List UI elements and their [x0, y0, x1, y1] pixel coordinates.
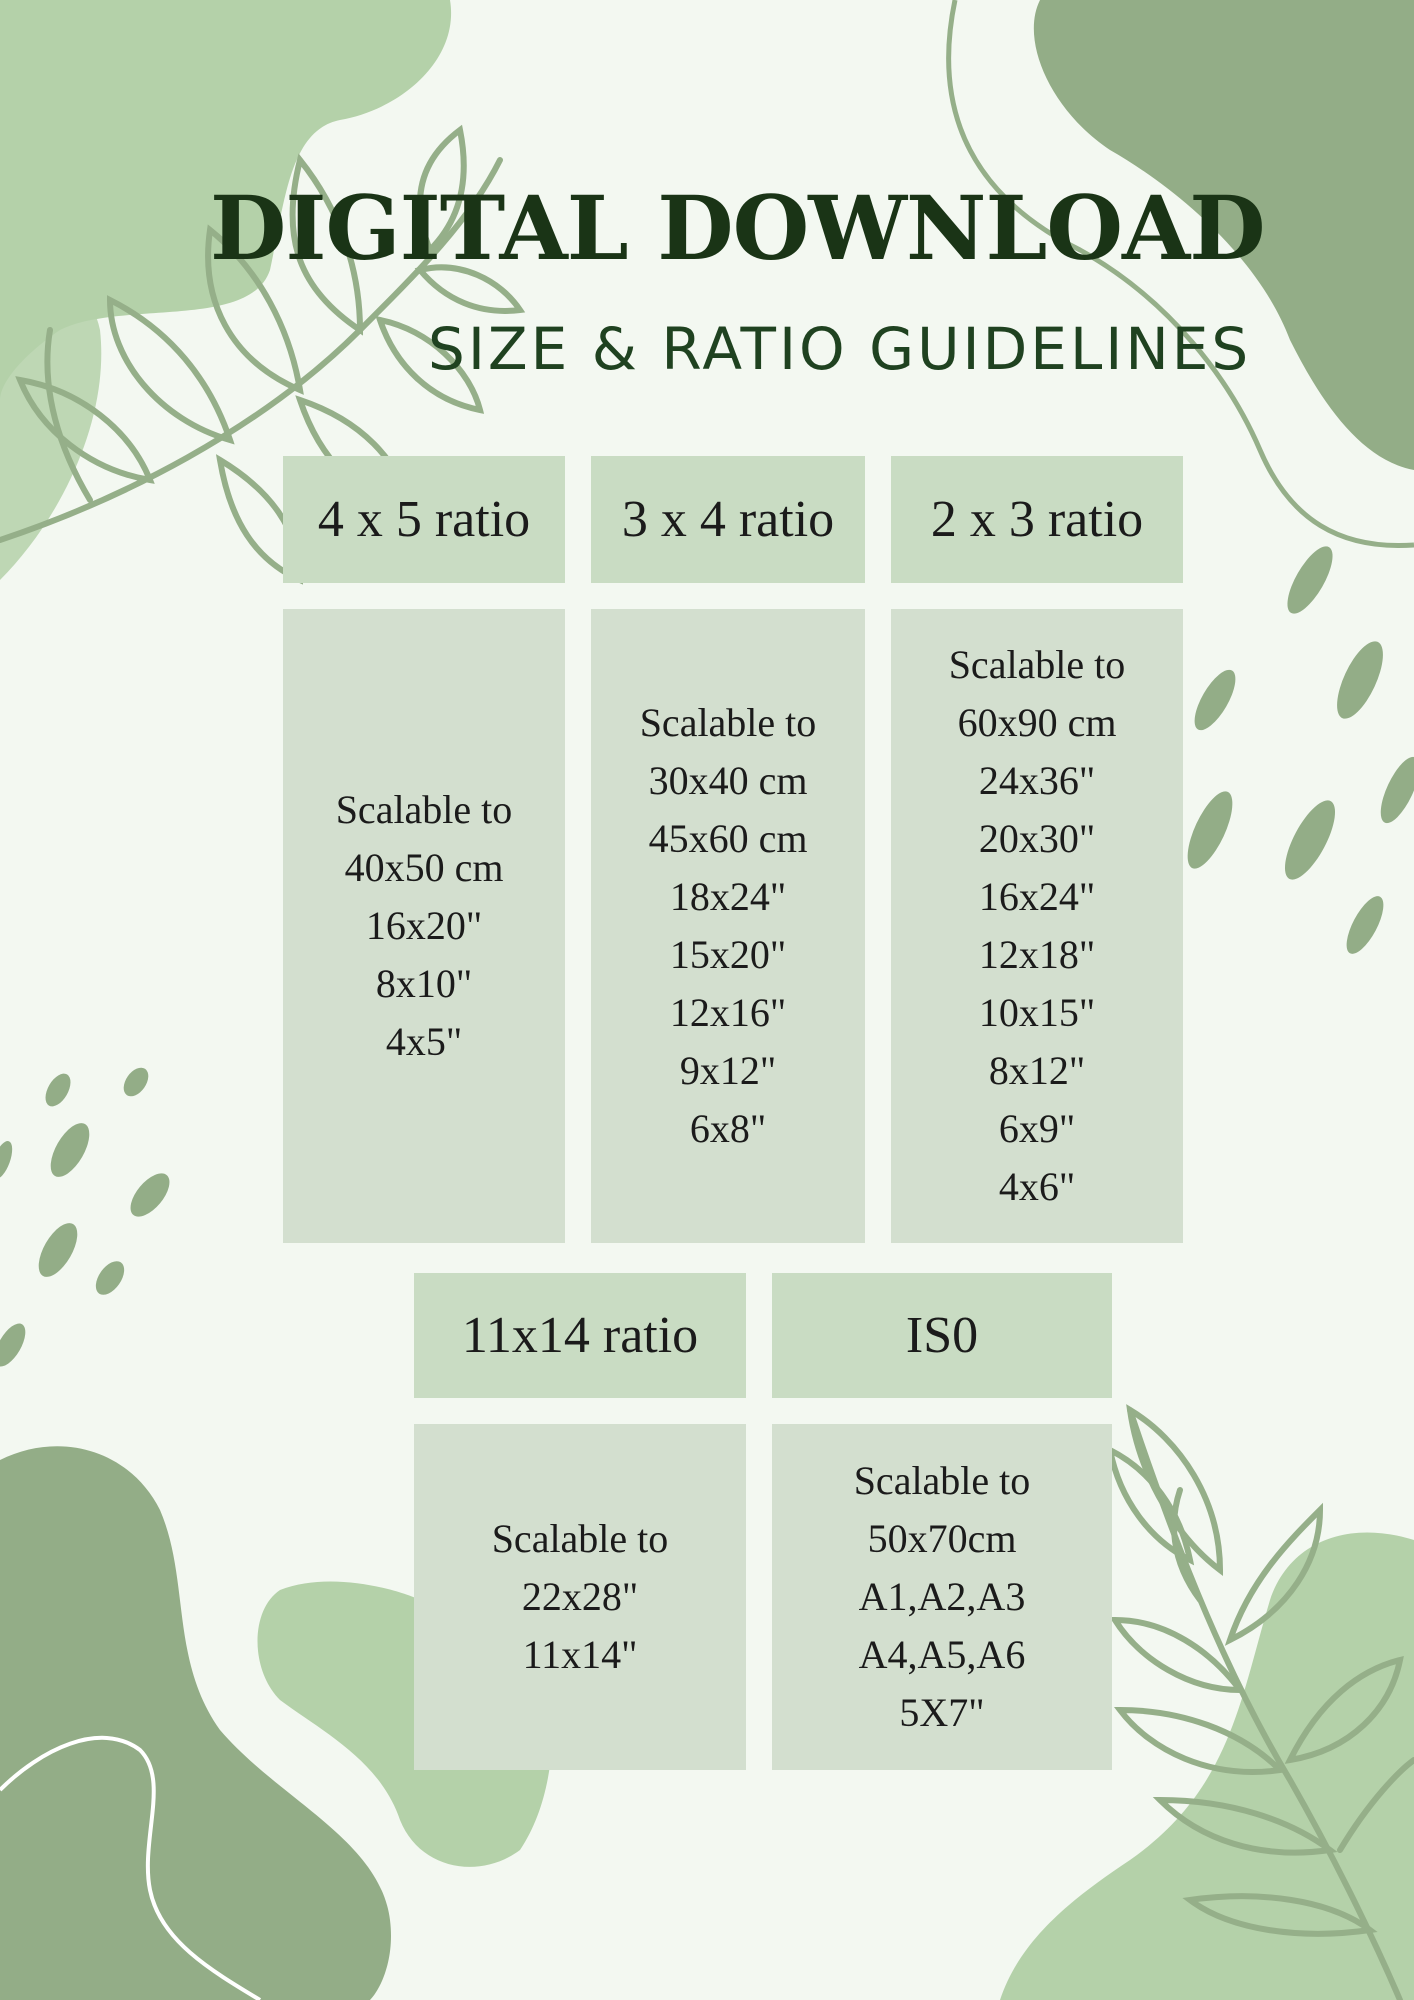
size-line: Scalable to	[853, 1458, 1031, 1503]
ratio-sizes-11x14	[414, 1424, 746, 1770]
size-line: Scalable to	[639, 700, 817, 745]
size-line: 4x5"	[385, 1019, 463, 1064]
size-line: 4x6"	[998, 1164, 1076, 1209]
size-line: 50x70cm	[867, 1516, 1017, 1561]
size-line: Scalable to	[335, 787, 513, 832]
dash-marks-left	[0, 1063, 177, 1371]
size-line: 15x20"	[669, 932, 787, 977]
ratio-header-3x4: 3 x 4 ratio	[591, 456, 865, 583]
ratio-header-11x14: 11x14 ratio	[414, 1273, 746, 1398]
size-line: Scalable to	[948, 642, 1126, 687]
dash-marks-right	[1179, 540, 1414, 959]
size-line: 6x8"	[689, 1106, 767, 1151]
ratio-header-iso: IS0	[772, 1273, 1112, 1398]
size-line: 8x10"	[375, 961, 473, 1006]
size-line: 16x24"	[978, 874, 1096, 919]
size-line: 6x9"	[998, 1106, 1076, 1151]
ratio-header-2x3: 2 x 3 ratio	[891, 456, 1183, 583]
size-line: 5X7"	[899, 1690, 985, 1735]
ratio-sizes-iso	[772, 1424, 1112, 1770]
size-line: Scalable to	[491, 1516, 669, 1561]
size-line: 30x40 cm	[648, 758, 808, 803]
size-line: 60x90 cm	[957, 700, 1117, 745]
size-line: 12x16"	[669, 990, 787, 1035]
ratio-sizes-4x5	[283, 609, 565, 1243]
size-line: 10x15"	[978, 990, 1096, 1035]
ratio-sizes-2x3	[891, 609, 1183, 1243]
size-line: 40x50 cm	[344, 845, 504, 890]
page-title: DIGITAL DOWNLOAD	[210, 176, 1265, 280]
ratio-sizes-3x4	[591, 609, 865, 1243]
size-line: 45x60 cm	[648, 816, 808, 861]
ratio-header-4x5: 4 x 5 ratio	[283, 456, 565, 583]
size-line: 22x28"	[521, 1574, 639, 1619]
size-line: A1,A2,A3	[858, 1574, 1026, 1619]
size-line: 8x12"	[988, 1048, 1086, 1093]
size-line: 16x20"	[365, 903, 483, 948]
size-line: 18x24"	[669, 874, 787, 919]
size-line: A4,A5,A6	[858, 1632, 1026, 1677]
size-line: 24x36"	[978, 758, 1096, 803]
size-line: 12x18"	[978, 932, 1096, 977]
page-subtitle: SIZE & RATIO GUIDELINES	[428, 315, 1252, 383]
size-line: 9x12"	[679, 1048, 777, 1093]
size-line: 11x14"	[522, 1632, 638, 1677]
size-line: 20x30"	[978, 816, 1096, 861]
